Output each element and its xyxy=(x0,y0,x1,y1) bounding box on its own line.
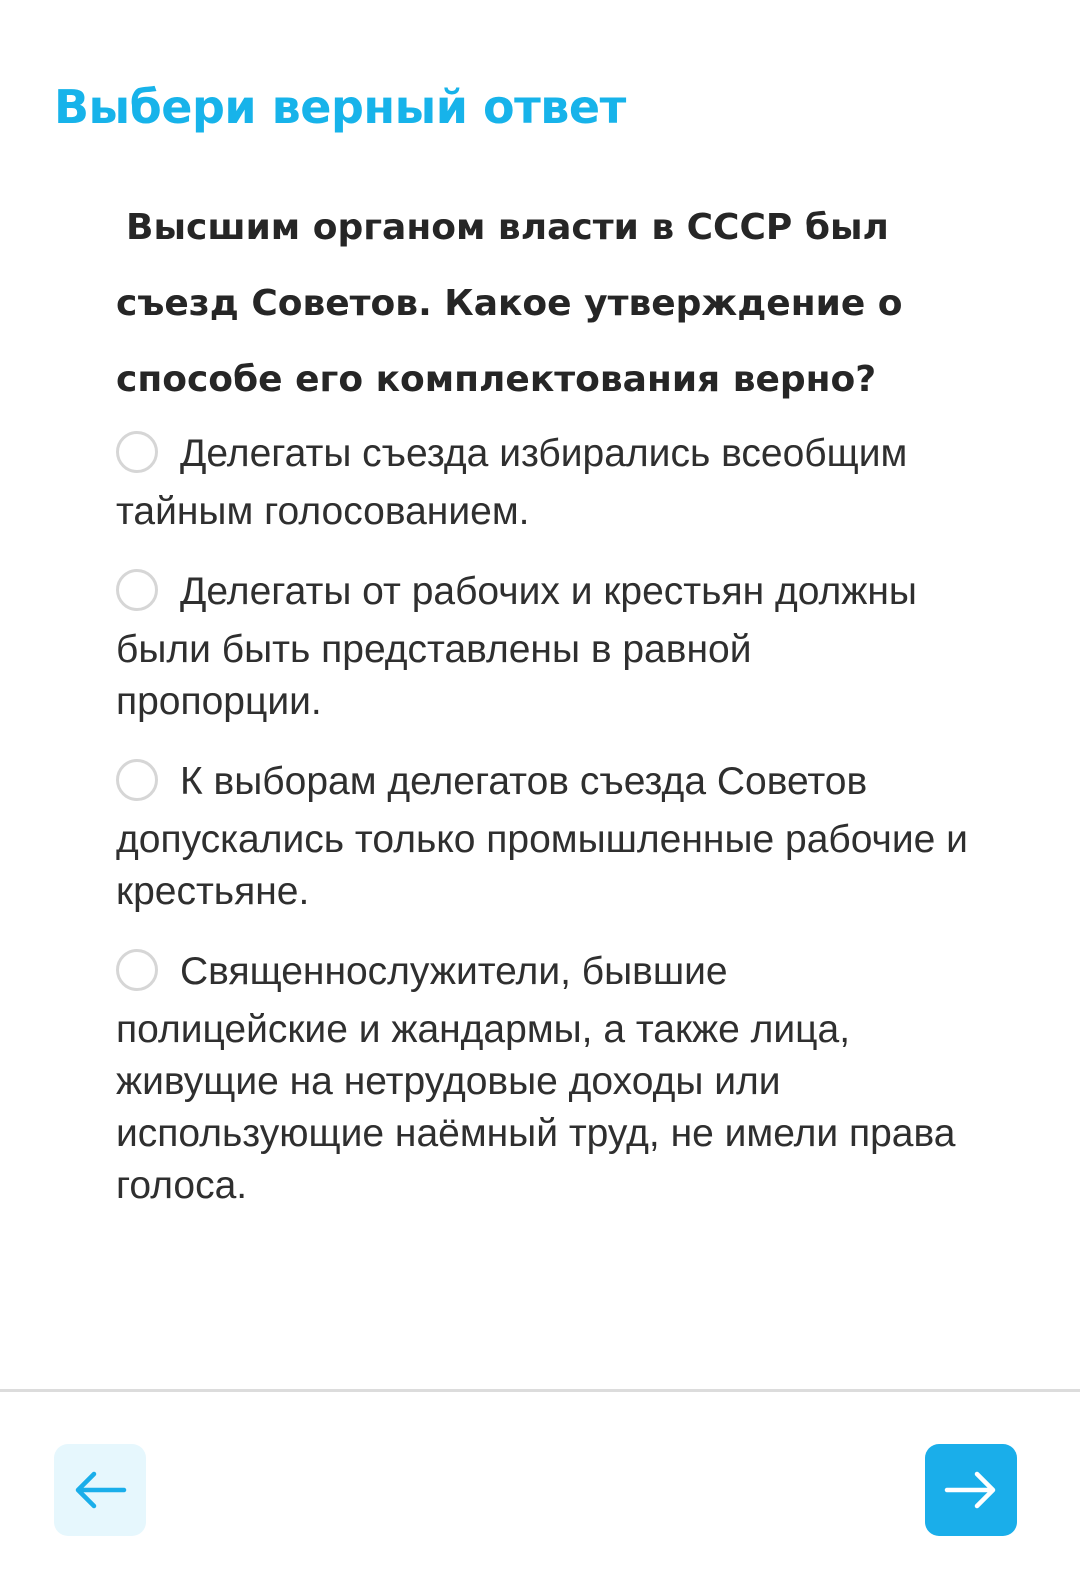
next-button[interactable] xyxy=(925,1444,1017,1536)
radio-button-1[interactable] xyxy=(116,431,158,473)
answer-option-1[interactable] xyxy=(116,422,1036,538)
answer-option-3-text-end: допускались только промышленные рабочие и крестьяне. xyxy=(116,818,968,913)
back-button[interactable] xyxy=(54,1444,146,1536)
radio-button-4[interactable] xyxy=(116,949,158,991)
answer-option-3-text-start: К выборам делегатов съезда Советов xyxy=(180,760,868,803)
question-text: Высшим органом власти в СССР был съезд Советов. Какое утверждение о способе его комплектования верно? xyxy=(116,207,903,400)
arrow-right-icon xyxy=(943,1470,999,1510)
radio-button-3[interactable] xyxy=(116,759,158,801)
answer-option-4[interactable] xyxy=(116,940,1036,1212)
answer-option-1-text-end: тайным голосованием. xyxy=(116,490,530,533)
footer-divider xyxy=(0,1389,1080,1392)
answer-option-3[interactable] xyxy=(116,750,1036,918)
answer-option-4-text-end: полицейские и жандармы, а также лица, живущие на нетрудовые доходы или использующие наёмный труд, не имели права голоса. xyxy=(116,1008,956,1207)
answer-option-2-text-start: Делегаты от рабочих и крестьян должны xyxy=(180,570,917,613)
answer-option-2-text-end: были быть представлены в равной пропорции. xyxy=(116,628,752,723)
page-title: Выбери верный ответ xyxy=(54,80,626,134)
answer-options xyxy=(116,422,1036,1234)
answer-option-4-text-start: Священнослужители, бывшие xyxy=(180,950,728,993)
arrow-left-icon xyxy=(72,1470,128,1510)
answer-option-1-text-start: Делегаты съезда избирались всеобщим xyxy=(180,432,908,475)
radio-button-2[interactable] xyxy=(116,569,158,611)
answer-option-2[interactable] xyxy=(116,560,1036,728)
